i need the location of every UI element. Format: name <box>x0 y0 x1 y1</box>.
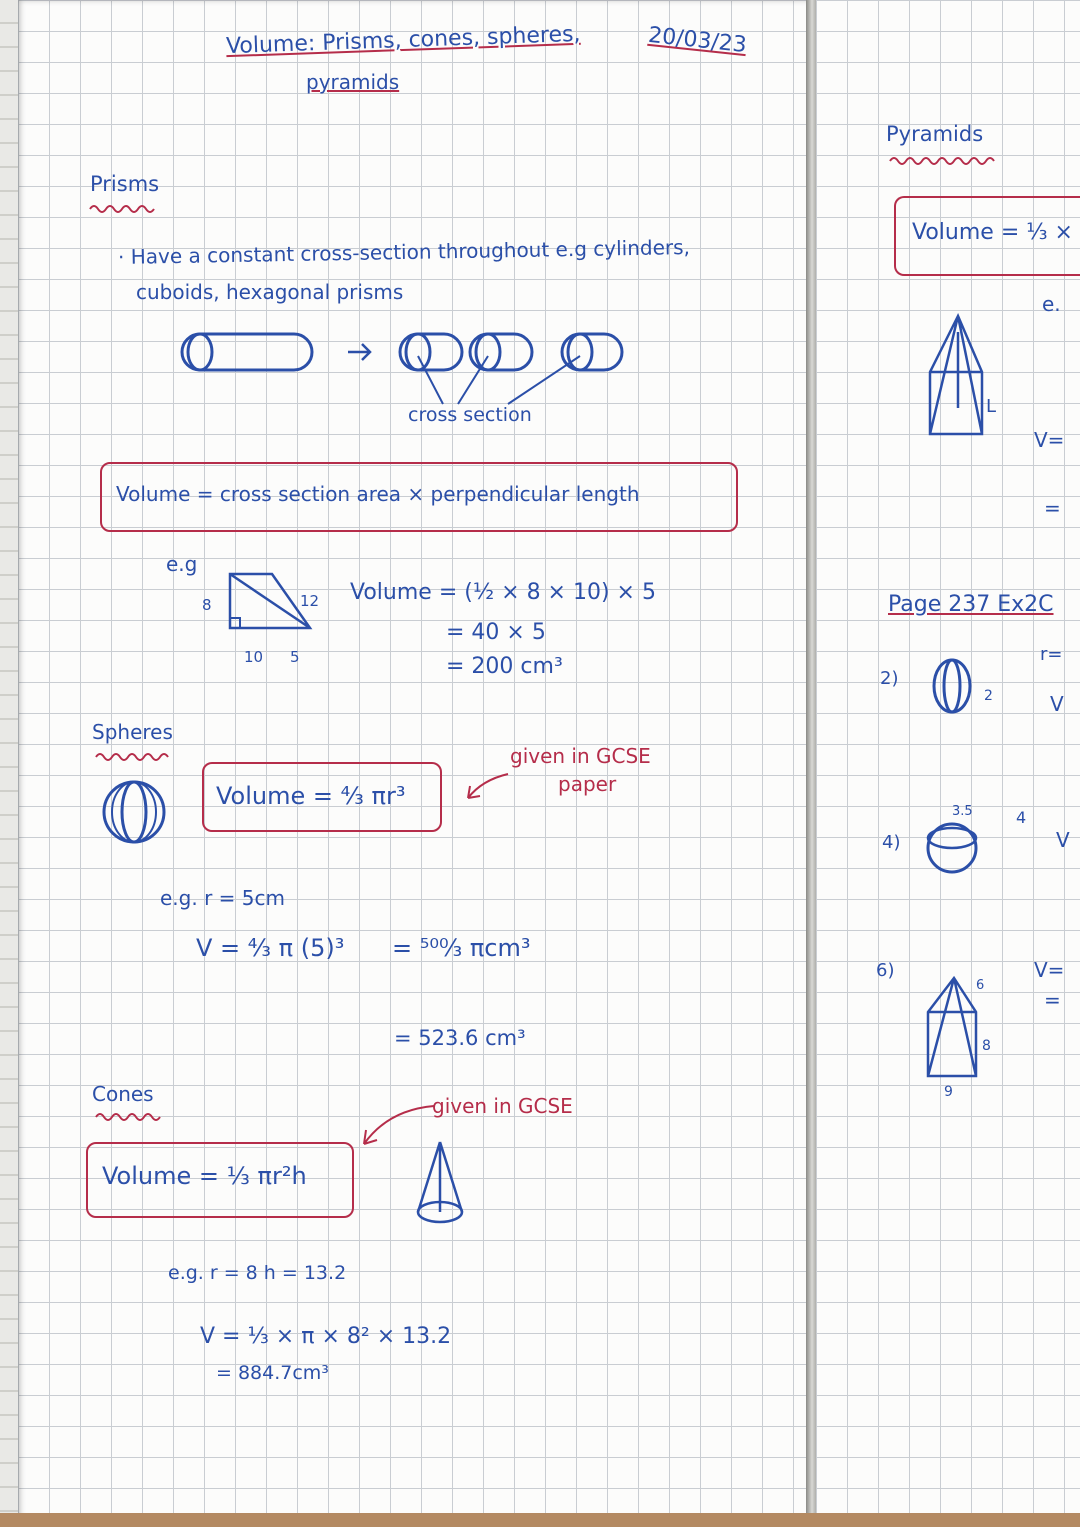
date: 20/03/23 <box>646 22 748 59</box>
q4-label: 4) <box>882 832 901 853</box>
q4-measure-b: 4 <box>1016 808 1027 827</box>
spheres-heading-squiggle <box>96 752 176 762</box>
prism-working-line3: = 200 cm³ <box>446 654 563 679</box>
cone-volume-formula: Volume = ⅓ πr²h <box>102 1162 307 1190</box>
q2-label: 2) <box>880 668 899 689</box>
page-title-continued: pyramids <box>306 70 400 94</box>
prism-eg-label: e.g <box>166 552 198 576</box>
cone-note: given in GCSE <box>432 1094 573 1118</box>
pyramids-heading: Pyramids <box>886 122 984 146</box>
cones-heading-squiggle <box>96 1112 168 1122</box>
sphere-working-line1: e.g. r = 5cm <box>160 886 285 910</box>
cone-icon <box>412 1138 468 1234</box>
exercise-heading: Page 237 Ex2C <box>888 592 1054 617</box>
cone-working-line3: = 884.7cm³ <box>216 1362 329 1384</box>
sphere-working-line2: V = ⁴⁄₃ π (5)³ <box>196 934 345 962</box>
page-title: Volume: Prisms, cones, spheres, <box>225 21 581 60</box>
desk-edge <box>0 1513 1080 1527</box>
cylinder-cross-section-icon <box>178 326 628 416</box>
q2-r-fragment: r= <box>1040 644 1063 665</box>
q4-measure-a: 3.5 <box>952 804 973 819</box>
q6-eq-fragment: = <box>1044 988 1061 1012</box>
sphere-note-arrow <box>462 770 512 804</box>
notebook-binding <box>0 0 18 1527</box>
cone-working-line2: V = ⅓ × π × 8² × 13.2 <box>200 1324 452 1349</box>
prisms-bullet-continued: cuboids, hexagonal prisms <box>136 280 404 304</box>
pyramid-eg-fragment: e. <box>1042 292 1061 316</box>
q2-v-fragment: V <box>1050 692 1064 716</box>
sphere-note-continued: paper <box>558 772 617 796</box>
prism-working-line2: = 40 × 5 <box>446 620 546 645</box>
prism-base-a: 10 <box>244 648 264 666</box>
sphere-volume-formula: Volume = ⁴⁄₃ πr³ <box>216 782 406 810</box>
sphere-working-line3: = 523.6 cm³ <box>394 1026 526 1050</box>
pyramid-l-label: L <box>986 396 997 417</box>
prisms-heading: Prisms <box>90 172 160 196</box>
q6-v-fragment: V= <box>1034 958 1065 982</box>
sphere-working-line2b: = ⁵⁰⁰⁄₃ πcm³ <box>392 934 531 962</box>
cross-section-label: cross section <box>408 404 532 426</box>
q2-sphere-icon <box>928 656 978 716</box>
pyramid-volume-formula: Volume = ⅓ × <box>912 220 1073 245</box>
q6-measure-c: 9 <box>944 1084 953 1100</box>
left-notebook-page <box>18 0 810 1527</box>
prism-side-left: 8 <box>202 596 212 614</box>
pyramid-v-fragment: V= <box>1034 428 1065 452</box>
q4-hemisphere-icon <box>922 808 982 884</box>
prism-volume-formula: Volume = cross section area × perpendicular length <box>116 482 640 506</box>
q6-label: 6) <box>876 960 895 981</box>
prism-side-right: 12 <box>300 592 320 610</box>
pyramid-icon <box>924 312 990 442</box>
q6-measure-a: 6 <box>976 978 985 993</box>
right-notebook-page <box>816 0 1080 1527</box>
pyramid-eq-fragment: = <box>1044 496 1061 520</box>
prisms-heading-squiggle <box>90 204 160 214</box>
q4-v-fragment: V <box>1056 828 1070 852</box>
pyramids-heading-squiggle <box>890 156 1000 166</box>
cones-heading: Cones <box>92 1082 154 1106</box>
prisms-bullet: · Have a constant cross-section throughout e.g cylinders, <box>117 235 691 269</box>
prism-working-line1: Volume = (½ × 8 × 10) × 5 <box>350 580 656 605</box>
q2-radius: 2 <box>984 688 993 704</box>
prism-base-b: 5 <box>290 648 300 666</box>
sphere-icon <box>98 778 168 848</box>
sphere-note: given in GCSE <box>510 744 651 768</box>
q6-measure-b: 8 <box>982 1038 991 1054</box>
spheres-heading: Spheres <box>92 720 173 744</box>
cone-working-line1: e.g. r = 8 h = 13.2 <box>168 1262 347 1284</box>
